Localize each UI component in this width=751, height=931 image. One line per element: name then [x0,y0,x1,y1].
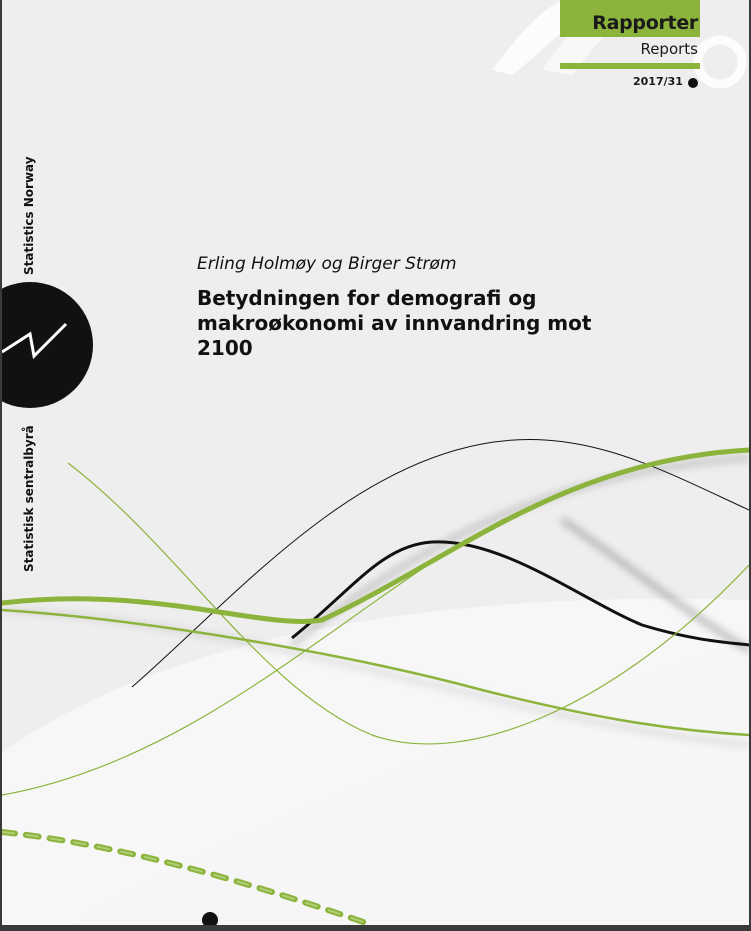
publisher-name: Statistisk sentralbyrå [22,425,36,572]
report-cover [2,0,749,925]
series-name-english: Reports [640,40,698,58]
publisher-name-english: Statistics Norway [22,156,36,275]
series-underline [560,63,700,69]
authors: Erling Holmøy og Birger Strøm [197,254,457,274]
series-name: Rapporter [592,12,698,34]
cover-artwork [2,0,749,925]
report-number: 2017/31 [633,75,683,88]
ssb-logo-icon [2,282,100,412]
background-swoosh [698,40,742,84]
report-title: Betydningen for demografi og makroøkonomi av innvandring mot 2100 [197,286,592,360]
series-label [560,0,700,72]
bullet-dot-icon [688,78,698,88]
